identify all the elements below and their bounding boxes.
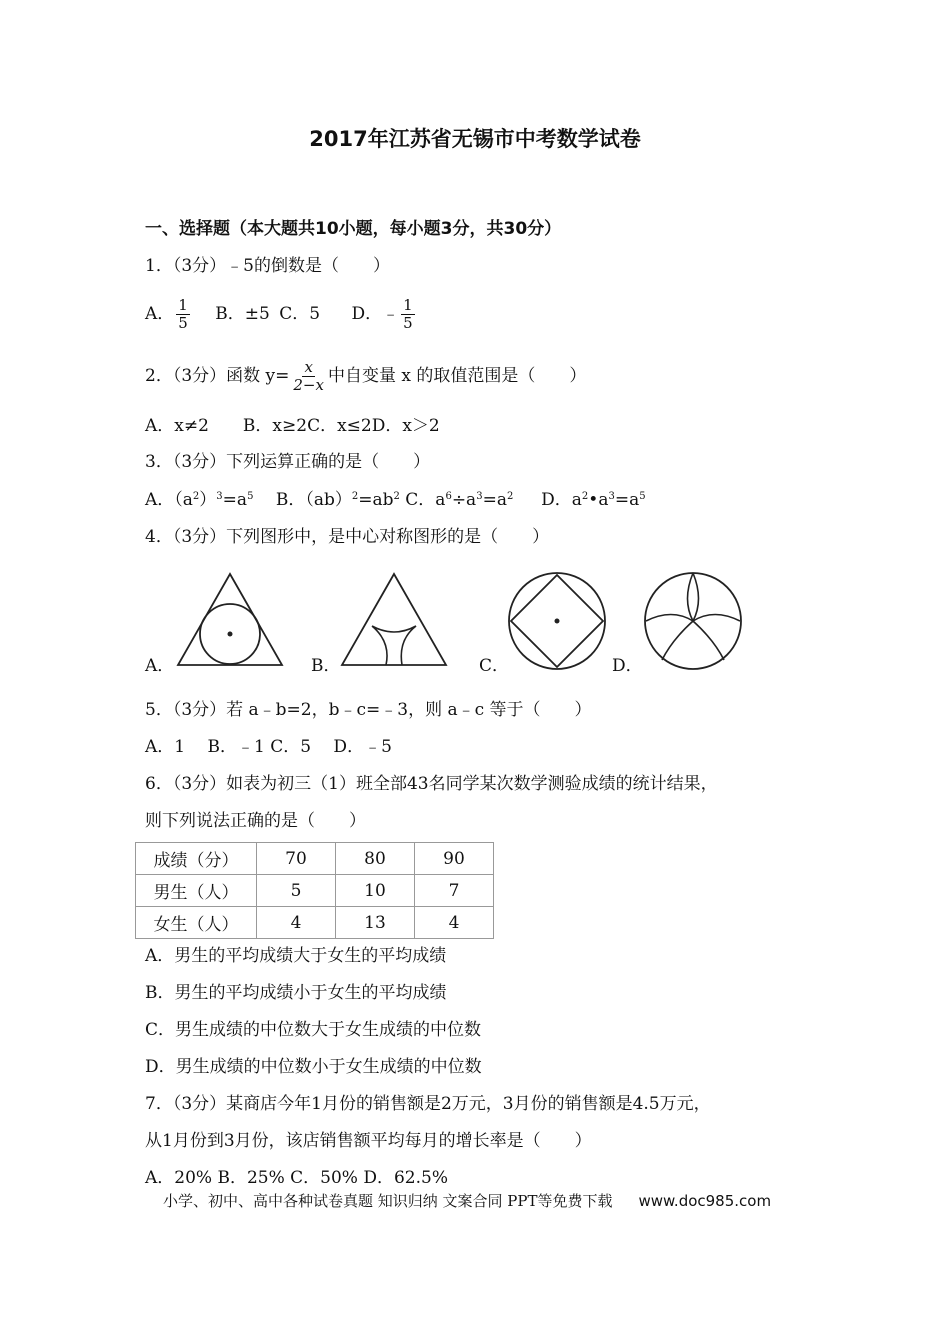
exponent: 2 <box>506 491 514 502</box>
q4-label-b: B． <box>311 656 341 676</box>
question-1-options <box>145 294 417 334</box>
q1-option-d-fraction <box>401 297 415 332</box>
q3-option-b: B．（ab） <box>258 490 352 510</box>
question-6-stem-line1: 6．（3分）如表为初三（1）班全部43名同学某次数学测验成绩的统计结果， <box>145 774 718 794</box>
page-footer <box>163 1190 771 1211</box>
question-2-options: A．x≠2 B．x≥2C．x≤2D．x＞2 <box>145 416 440 436</box>
q4-label-a: A． <box>145 656 175 676</box>
table-cell: 女生（人） <box>136 907 257 939</box>
q2-stem-suffix: 中自变量 x 的取值范围是（ ） <box>327 366 587 386</box>
q2-stem-prefix: 2．（3分）函数 y= <box>145 366 290 386</box>
table-row <box>136 907 494 939</box>
q1-option-c: C．5 <box>279 304 321 324</box>
fraction-denominator: 2−x <box>293 376 324 394</box>
question-2-stem <box>145 356 586 396</box>
q6-option-b: B．男生的平均成绩小于女生的平均成绩 <box>145 983 447 1003</box>
q6-option-a: A．男生的平均成绩大于女生的平均成绩 <box>145 946 447 966</box>
q4-label-d: D． <box>612 656 643 676</box>
table-cell: 5 <box>257 875 336 907</box>
fraction-numerator: 1 <box>403 296 413 314</box>
exponent: 2 <box>393 491 400 502</box>
question-6-stem-line2: 则下列说法正确的是（ ） <box>145 811 366 831</box>
q6-option-d: D．男生成绩的中位数小于女生成绩的中位数 <box>145 1057 482 1077</box>
page-title: 2017年江苏省无锡市中考数学试卷 <box>309 127 641 151</box>
q1-option-a-label: A． <box>145 304 175 324</box>
fraction-numerator: x <box>304 358 313 376</box>
table-cell: 90 <box>415 843 494 875</box>
q3-a-result: =a <box>222 490 248 510</box>
exponent: 5 <box>639 491 646 502</box>
question-7-options: A．20% B．25% C．50% D．62.5% <box>145 1168 448 1188</box>
question-1-stem: 1．（3分）﹣5的倒数是（ ） <box>145 256 390 276</box>
table-cell: 4 <box>415 907 494 939</box>
footer-url-link[interactable]: www.doc985.com <box>638 1192 772 1210</box>
table-row <box>136 875 494 907</box>
exponent: 3 <box>476 491 483 502</box>
question-3-options <box>145 489 646 511</box>
table-cell: 7 <box>415 875 494 907</box>
fraction-denominator: 5 <box>403 314 413 332</box>
table-cell: 80 <box>336 843 415 875</box>
figure-d-circle-arcs-icon <box>642 570 744 672</box>
table-row <box>136 843 494 875</box>
section-heading: 一、选择题（本大题共10小题，每小题3分，共30分） <box>145 219 562 239</box>
exponent: 2 <box>351 491 359 502</box>
fraction-denominator: 5 <box>178 314 188 332</box>
exponent: 5 <box>247 491 254 502</box>
score-table <box>135 842 494 939</box>
question-4-stem: 4．（3分）下列图形中，是中心对称图形的是（ ） <box>145 527 550 547</box>
table-cell: 10 <box>336 875 415 907</box>
figure-c-circle-square-icon <box>506 570 608 672</box>
figure-a-triangle-incircle-icon <box>172 568 288 670</box>
exponent: 3 <box>608 491 615 502</box>
figure-b-triangle-arcs-icon <box>336 568 452 670</box>
q3-option-c: C．a <box>405 490 446 510</box>
q3-c-divide: ÷a <box>451 490 477 510</box>
question-3-stem: 3．（3分）下列运算正确的是（ ） <box>145 452 431 472</box>
q6-option-c: C．男生成绩的中位数大于女生成绩的中位数 <box>145 1020 482 1040</box>
q3-d-result: =a <box>614 490 640 510</box>
exponent: 6 <box>445 491 452 502</box>
question-5-stem: 5．（3分）若 a﹣b=2，b﹣c=﹣3，则 a﹣c 等于（ ） <box>145 700 592 720</box>
q3-b-result: =ab <box>358 490 394 510</box>
question-7-stem-line2: 从1月份到3月份，该店销售额平均每月的增长率是（ ） <box>145 1131 592 1151</box>
q3-c-result: =a <box>482 490 507 510</box>
q3-option-a: A．（a <box>145 490 193 510</box>
q1-option-b: B．±5 <box>215 304 270 324</box>
question-7-stem-line1: 7．（3分）某商店今年1月份的销售额是2万元，3月份的销售额是4.5万元， <box>145 1094 711 1114</box>
question-5-options: A．1 B．﹣1 C．5 D．﹣5 <box>145 737 392 757</box>
table-cell: 4 <box>257 907 336 939</box>
q4-label-c: C． <box>479 656 510 676</box>
table-cell: 成绩（分） <box>136 843 257 875</box>
table-cell: 13 <box>336 907 415 939</box>
q3-option-d: D．a <box>518 490 582 510</box>
q3-a-paren: ） <box>199 490 217 510</box>
q1-option-a-fraction <box>176 297 190 332</box>
exponent: 3 <box>216 491 223 502</box>
footer-text: 小学、初中、高中各种试卷真题 知识归纳 文案合同 PPT等免费下载 <box>163 1192 613 1210</box>
fraction-numerator: 1 <box>178 296 188 314</box>
q1-option-d-label: D．﹣ <box>351 304 400 324</box>
exponent: 2 <box>581 491 589 502</box>
exponent: 2 <box>192 491 200 502</box>
table-cell: 男生（人） <box>136 875 257 907</box>
table-cell: 70 <box>257 843 336 875</box>
q3-d-multiply: •a <box>588 490 609 510</box>
q2-function-fraction <box>291 359 326 394</box>
